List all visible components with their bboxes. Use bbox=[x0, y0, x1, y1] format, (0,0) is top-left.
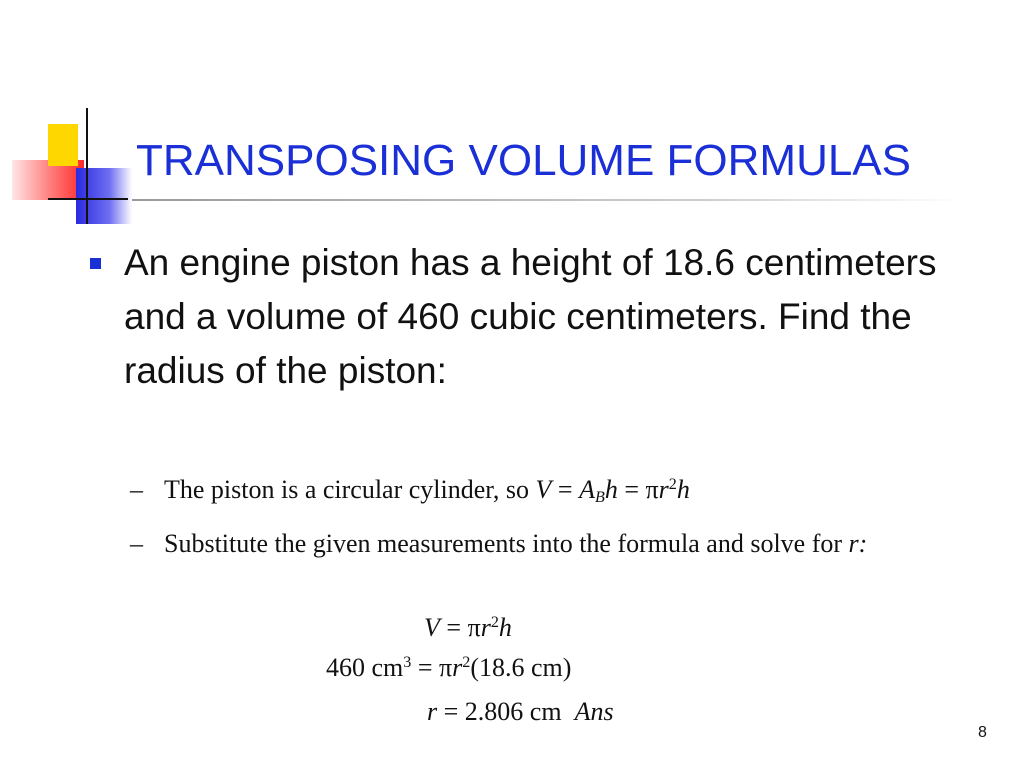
equation-answer bbox=[427, 694, 614, 730]
formula-sub-b: B bbox=[594, 489, 605, 507]
formula-var-h: h bbox=[604, 475, 618, 504]
sub-item-text bbox=[164, 472, 884, 508]
formula-pi: π bbox=[645, 475, 659, 504]
logo-vertical-line bbox=[86, 108, 88, 224]
title-underline bbox=[132, 199, 962, 201]
sub-item-var: r: bbox=[848, 529, 868, 558]
eq-var-h: h bbox=[498, 613, 512, 642]
formula-var-v: V bbox=[535, 475, 552, 504]
eq-ans: Ans bbox=[574, 697, 614, 726]
equation-formula bbox=[424, 610, 512, 646]
eq-exponent: 2 bbox=[462, 654, 471, 672]
sub-item-body: Substitute the given measurements into the formula and solve for bbox=[164, 529, 849, 558]
logo-blue-square bbox=[76, 168, 132, 224]
formula-var-r: r bbox=[658, 475, 669, 504]
logo-yellow-square bbox=[48, 124, 78, 166]
formula-equals: = bbox=[617, 475, 646, 504]
logo-horizontal-line bbox=[48, 198, 128, 200]
eq-pi: π bbox=[439, 653, 453, 682]
sub-item-text bbox=[164, 526, 884, 562]
eq-pi: π bbox=[467, 613, 481, 642]
eq-equals: = bbox=[437, 697, 465, 726]
eq-var-v: V bbox=[424, 613, 440, 642]
logo-red-square bbox=[12, 160, 84, 200]
eq-var-r: r bbox=[480, 613, 491, 642]
eq-exponent: 2 bbox=[490, 614, 499, 632]
equation-substituted bbox=[326, 650, 571, 686]
eq-equals: = bbox=[439, 613, 468, 642]
volume-formula bbox=[535, 475, 690, 507]
eq-equals: = bbox=[411, 653, 439, 682]
eq-value: 2.806 cm bbox=[464, 697, 562, 726]
formula-equals: = bbox=[551, 475, 580, 504]
eq-rest: (18.6 cm) bbox=[470, 653, 572, 682]
eq-lhs: 460 cm bbox=[326, 653, 404, 682]
eq-var-r: r bbox=[427, 697, 438, 726]
dash-marker: – bbox=[130, 475, 143, 504]
page-number: 8 bbox=[978, 724, 987, 741]
slide-title: TRANSPOSING VOLUME FORMULAS bbox=[136, 136, 912, 185]
bullet-text: An engine piston has a height of 18.6 centimeters and a volume of 460 cubic centimeters. Find the radius of the piston: bbox=[124, 242, 937, 391]
formula-var-a: A bbox=[579, 475, 595, 504]
bullet-square-icon bbox=[90, 258, 101, 269]
eq-var-r: r bbox=[452, 653, 463, 682]
formula-var-h: h bbox=[676, 475, 690, 504]
dash-marker: – bbox=[130, 529, 143, 558]
formula-exponent: 2 bbox=[668, 476, 677, 494]
sub-item-substitute bbox=[130, 526, 890, 606]
eq-lhs-exponent: 3 bbox=[403, 654, 412, 672]
sub-item-cylinder bbox=[130, 472, 890, 512]
sub-item-prefix: The piston is a circular cylinder, so bbox=[164, 475, 536, 504]
